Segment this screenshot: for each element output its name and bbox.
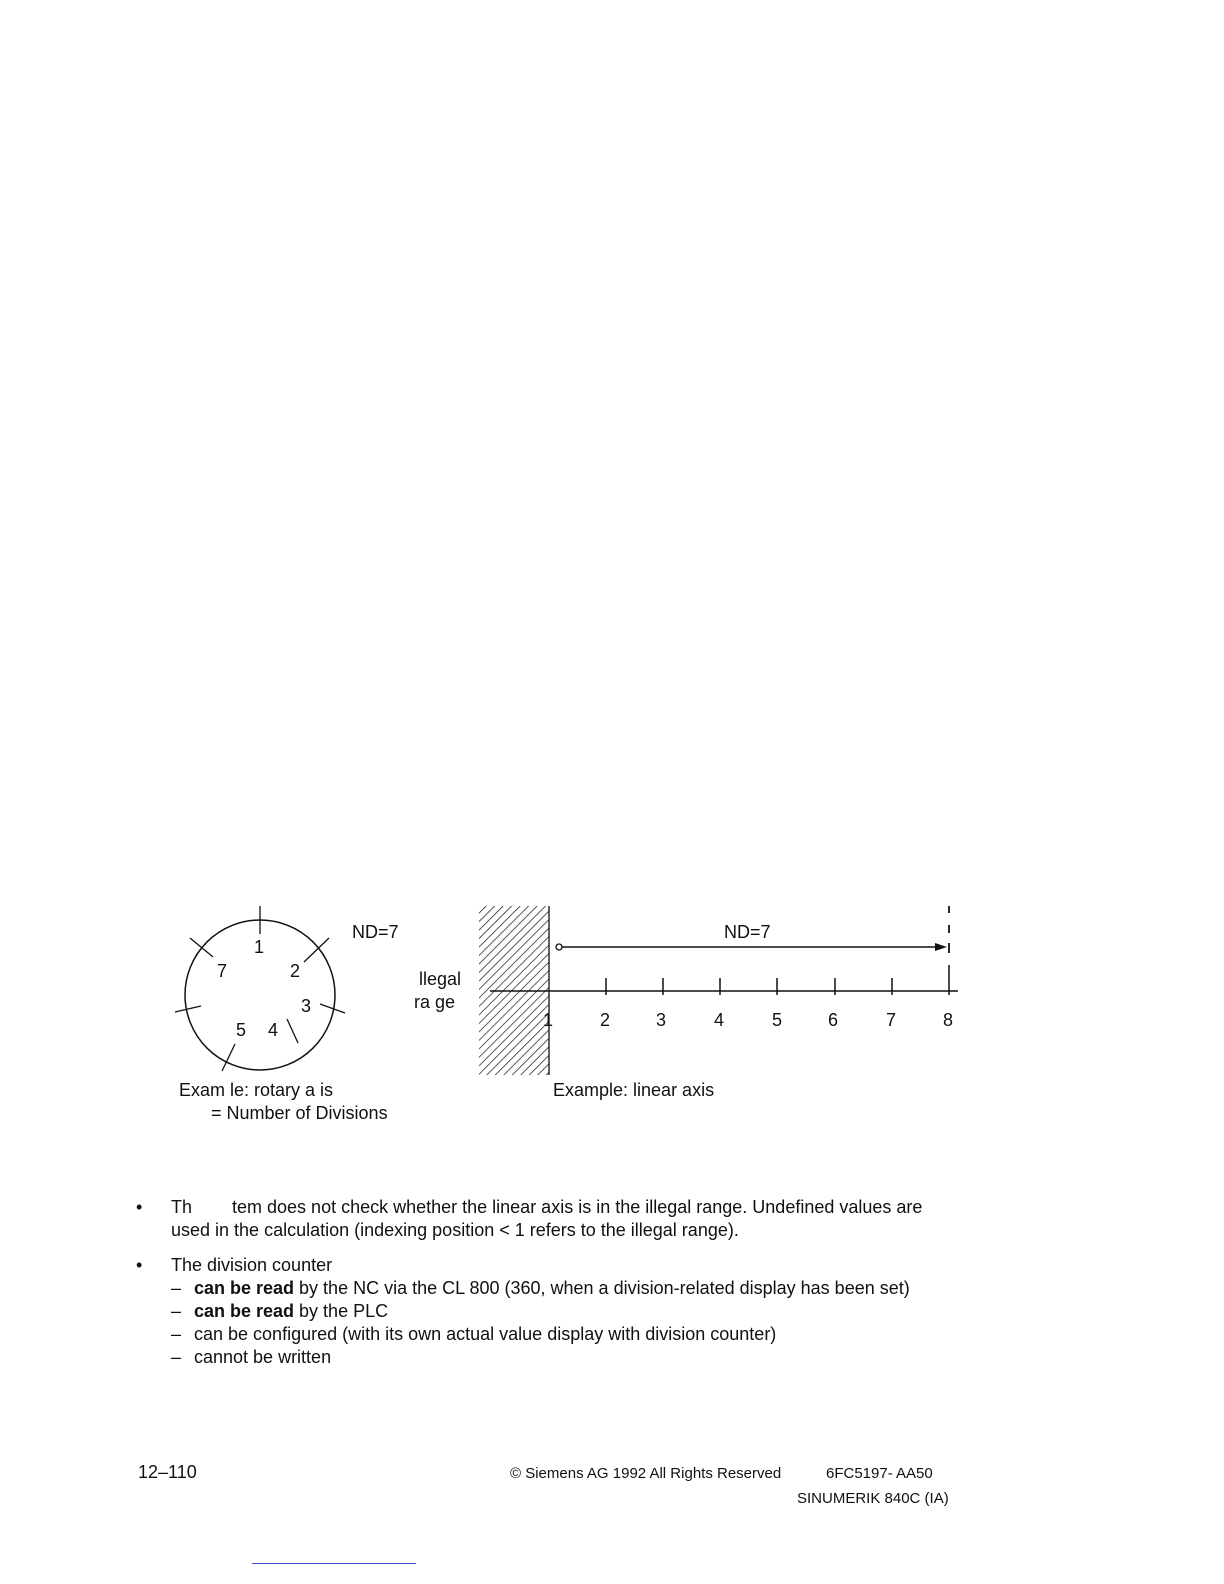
sub-item-text: can be configured (with its own actual value display with division counter): [194, 1324, 777, 1344]
order-number: 6FC5197- AA50: [826, 1465, 933, 1482]
copyright: © Siemens AG 1992 All Rights Reserved: [510, 1465, 782, 1482]
sub-item: [136, 1300, 966, 1323]
dash: –: [171, 1347, 182, 1367]
linear-tick-3: 3: [656, 1010, 667, 1030]
illegal-range-label: llegal: [419, 969, 462, 989]
footer-link-underline[interactable]: [252, 1563, 416, 1564]
dash: –: [171, 1278, 182, 1298]
nd-arrow: [556, 943, 947, 951]
rotary-nd-label: ND=7: [352, 922, 399, 942]
rotary-pos-7: 7: [217, 961, 228, 981]
dash: –: [171, 1324, 182, 1344]
rotary-pos-4: 4: [268, 1020, 279, 1040]
sub-item-text: by the NC via the CL 800 (360, when a division-related display has been set): [294, 1278, 910, 1298]
rotary-caption: Exam le: rotary a is: [179, 1080, 334, 1100]
illegal-range-label-2: ra ge: [414, 992, 456, 1012]
sub-item-text: by the PLC: [294, 1301, 389, 1321]
sub-item-bold: can be read: [194, 1301, 295, 1321]
bullet-item: [136, 1254, 966, 1369]
bullet-list: [136, 1196, 966, 1381]
bullet-item: [136, 1196, 966, 1242]
linear-tick-5: 5: [772, 1010, 783, 1030]
bullet-text: The division counter: [171, 1255, 333, 1275]
linear-tick-2: 2: [600, 1010, 611, 1030]
product-name: SINUMERIK 840C (IA): [797, 1490, 949, 1507]
linear-tick-8: 8: [943, 1010, 954, 1030]
linear-nd-label: ND=7: [724, 922, 771, 942]
linear-axis-diagram: [414, 906, 958, 1100]
linear-tick-4: 4: [714, 1010, 725, 1030]
bullet-text: Th tem does not check whether the linear axis is in the illegal range. Undefined values are used in the calculation (indexing position < 1 refers to the illegal range).: [171, 1197, 928, 1240]
rotary-division-marks: [175, 906, 345, 1071]
sub-item: [136, 1277, 966, 1300]
rotary-pos-1: 1: [254, 937, 265, 957]
sub-item: [136, 1346, 966, 1369]
sub-item: [136, 1323, 966, 1346]
rotary-caption-nd: = Number of Divisions: [211, 1103, 388, 1123]
bullet-dot: •: [136, 1255, 143, 1275]
rotary-pos-3: 3: [301, 996, 312, 1016]
sub-item-text: cannot be written: [194, 1347, 332, 1367]
dash: –: [171, 1301, 182, 1321]
rotary-axis-diagram: [175, 906, 399, 1123]
bullet-dot: •: [136, 1197, 143, 1217]
sub-item-bold: can be read: [194, 1278, 295, 1298]
linear-tick-6: 6: [828, 1010, 839, 1030]
page-number: 12–110: [138, 1462, 197, 1482]
linear-tick-1: 1: [543, 1010, 554, 1030]
rotary-pos-2: 2: [290, 961, 301, 981]
linear-caption: Example: linear axis: [553, 1080, 715, 1100]
linear-tick-7: 7: [886, 1010, 897, 1030]
rotary-pos-5: 5: [236, 1020, 247, 1040]
